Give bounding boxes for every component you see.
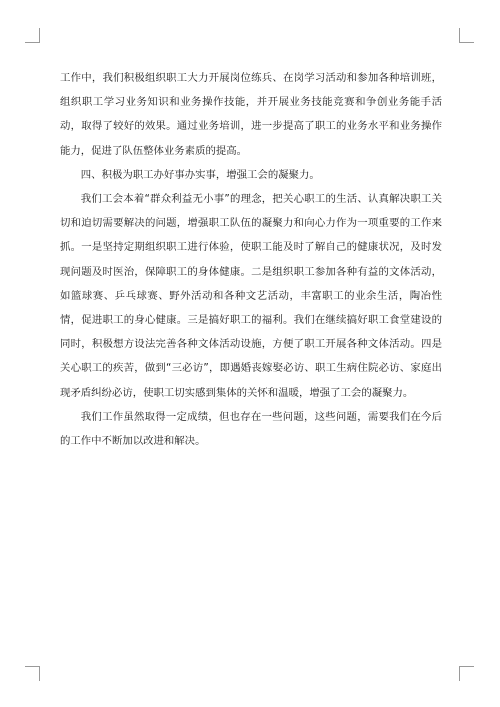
- corner-mark-bottom-left: [25, 666, 40, 681]
- paragraph-care-for-workers: 我们工会本着“群众利益无小事”的理念，把关心职工的生活、认真解决职工关切和迫切需要解决的问题，增强职工队伍的凝聚力和向心力作为一项重要的工作来抓。一是坚持定期组织职工进行体验，使职工能及时了解自己的健康状况，及时发现问题及时医治，保障职工的身体健康。二是组织职工参加各种有益的文体活动，如篮球赛、乒乓球赛、野外活动和各种文艺活动，丰富职工的业余生活，陶冶性情，促进职工的身心健康。三是搞好职工的福利。我们在继续搞好职工食堂建设的同时，积极想方设法完善各种文体活动设施，方便了职工开展各种文体活动。四是关心职工的疾苦，做到“三必访”，即遇婚丧嫁娶必访、职工生病住院必访、家庭出现矛盾纠纷必访，使职工切实感到集体的关怀和温暖，增强了工会的凝聚力。: [60, 193, 442, 399]
- section-heading-four: 四、积极为职工办好事办实事，增强工会的凝聚力。: [80, 168, 320, 181]
- corner-mark-top-right: [459, 28, 474, 43]
- document-body: [60, 66, 442, 453]
- paragraph-training: 工作中，我们积极组织职工大力开展岗位练兵、在岗学习活动和参加各种培训班，组织职工学习业务知识和业务操作技能，并开展业务技能竞赛和争创业务能手活动，取得了较好的效果。通过业务培训，进一步提高了职工的业务水平和业务操作能力，促进了队伍整体业务素质的提高。: [60, 72, 442, 157]
- corner-mark-bottom-right: [459, 666, 474, 681]
- paragraph-conclusion: 我们工作虽然取得一定成绩，但也存在一些问题，这些问题，需要我们在今后的工作中不断加以改进和解决。: [60, 410, 442, 448]
- corner-mark-top-left: [25, 28, 40, 43]
